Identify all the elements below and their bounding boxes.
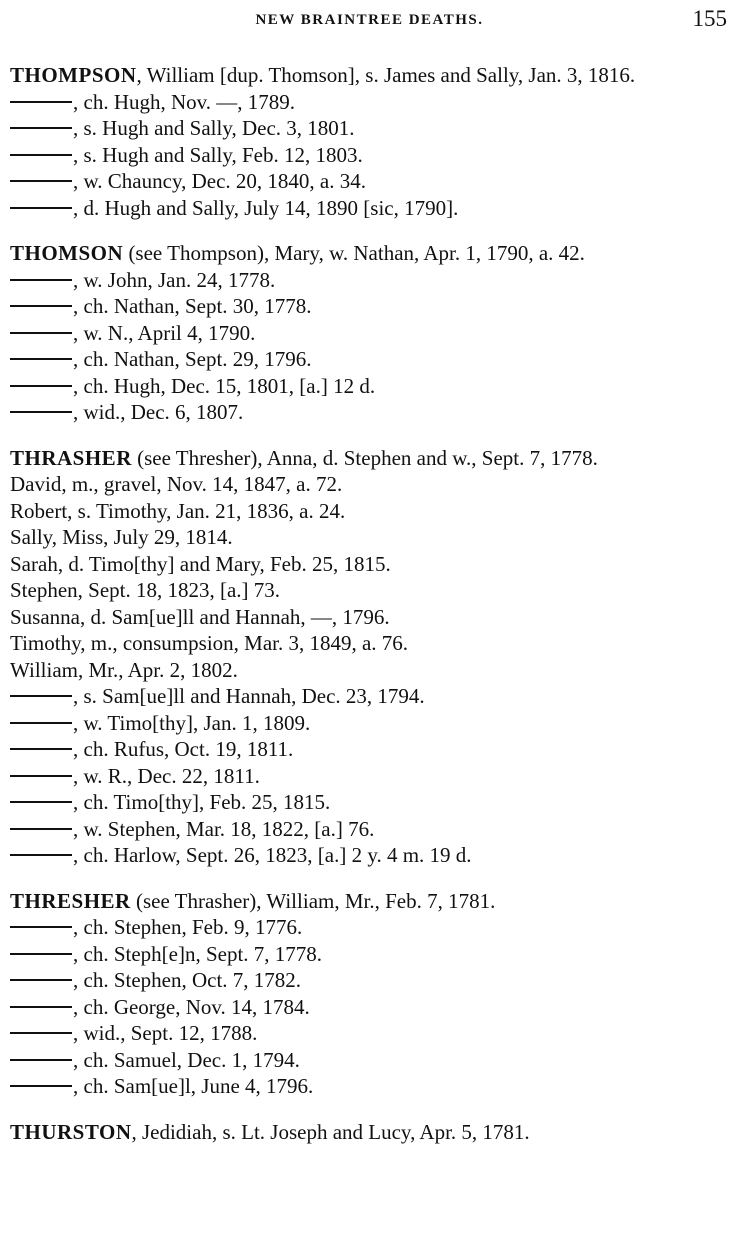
record-line bbox=[10, 445, 729, 472]
record-line bbox=[10, 399, 729, 426]
surname-heading: THRESHER bbox=[10, 888, 131, 913]
record-line bbox=[10, 842, 729, 869]
record-text: , wid., Dec. 6, 1807. bbox=[73, 400, 244, 424]
record-line bbox=[10, 914, 729, 941]
ditto-dash bbox=[10, 926, 72, 928]
ditto-dash bbox=[10, 207, 72, 209]
record-line bbox=[10, 657, 729, 684]
record-line bbox=[10, 888, 729, 915]
record-line bbox=[10, 710, 729, 737]
record-line bbox=[10, 1047, 729, 1074]
record-line bbox=[10, 763, 729, 790]
record-text: , d. Hugh and Sally, July 14, 1890 [sic, 1790]. bbox=[73, 195, 459, 220]
record-line bbox=[10, 1119, 729, 1146]
record-line bbox=[10, 89, 729, 116]
record-line bbox=[10, 195, 729, 222]
record-line bbox=[10, 604, 729, 631]
ditto-dash bbox=[10, 1085, 72, 1087]
record-line bbox=[10, 683, 729, 710]
record-text: , ch. Harlow, Sept. 26, 1823, [a.] 2 y. 4 m. 19 d. bbox=[73, 843, 472, 867]
record-text: , ch. Steph[e]n, Sept. 7, 1778. bbox=[73, 941, 323, 966]
record-line bbox=[10, 630, 729, 657]
record-text: Sarah, d. Timo[thy] and Mary, Feb. 25, 1815. bbox=[10, 551, 391, 576]
surname-section-thurston bbox=[10, 1119, 729, 1146]
record-line bbox=[10, 498, 729, 525]
surname-heading: THURSTON bbox=[10, 1119, 132, 1144]
page-number: 155 bbox=[692, 6, 727, 31]
ditto-dash bbox=[10, 101, 72, 103]
record-text: , w. R., Dec. 22, 1811. bbox=[73, 763, 260, 788]
record-text: , ch. Nathan, Sept. 29, 1796. bbox=[73, 347, 312, 371]
surname-heading: THRASHER bbox=[10, 445, 132, 470]
record-line bbox=[10, 471, 729, 498]
surname-section-thresher bbox=[10, 888, 729, 1100]
record-line bbox=[10, 816, 729, 843]
record-text: David, m., gravel, Nov. 14, 1847, a. 72. bbox=[10, 472, 343, 496]
record-line bbox=[10, 789, 729, 816]
ditto-dash bbox=[10, 1059, 72, 1061]
record-text: Sally, Miss, July 29, 1814. bbox=[10, 525, 233, 549]
record-text: (see Thompson), Mary, w. Nathan, Apr. 1, 1790, a. 42. bbox=[123, 241, 585, 265]
record-text: , s. Sam[ue]ll and Hannah, Dec. 23, 1794. bbox=[73, 684, 425, 708]
page-header bbox=[10, 6, 729, 40]
ditto-dash bbox=[10, 1006, 72, 1008]
ditto-dash bbox=[10, 953, 72, 955]
ditto-dash bbox=[10, 854, 72, 856]
ditto-dash bbox=[10, 979, 72, 981]
record-line bbox=[10, 577, 729, 604]
ditto-dash bbox=[10, 358, 72, 360]
ditto-dash bbox=[10, 332, 72, 334]
record-line bbox=[10, 524, 729, 551]
record-line bbox=[10, 1073, 729, 1100]
record-text: (see Thresher), Anna, d. Stephen and w., Sept. 7, 1778. bbox=[131, 445, 598, 470]
record-text: , ch. Timo[thy], Feb. 25, 1815. bbox=[73, 790, 331, 814]
ditto-dash bbox=[10, 305, 72, 307]
record-line bbox=[10, 142, 729, 169]
record-line bbox=[10, 62, 729, 89]
record-text: , w. N., April 4, 1790. bbox=[73, 320, 256, 345]
record-text: , ch. Hugh, Dec. 15, 1801, [a.] 12 d. bbox=[73, 373, 376, 398]
record-text: Timothy, m., consumpsion, Mar. 3, 1849, a. 76. bbox=[10, 631, 409, 655]
record-line bbox=[10, 1020, 729, 1047]
record-line bbox=[10, 941, 729, 968]
record-text: , w. Timo[thy], Jan. 1, 1809. bbox=[73, 710, 311, 735]
ditto-dash bbox=[10, 695, 72, 697]
record-line bbox=[10, 346, 729, 373]
record-text: Susanna, d. Sam[ue]ll and Hannah, —, 1796. bbox=[10, 604, 390, 629]
record-text: , ch. Samuel, Dec. 1, 1794. bbox=[73, 1047, 300, 1072]
record-line bbox=[10, 736, 729, 763]
record-text: Stephen, Sept. 18, 1823, [a.] 73. bbox=[10, 578, 281, 602]
ditto-dash bbox=[10, 154, 72, 156]
ditto-dash bbox=[10, 775, 72, 777]
surname-section-thompson bbox=[10, 62, 729, 221]
record-text: , w. Chauncy, Dec. 20, 1840, a. 34. bbox=[73, 169, 366, 193]
record-text: (see Thrasher), William, Mr., Feb. 7, 1781. bbox=[130, 888, 496, 913]
surname-section-thrasher bbox=[10, 445, 729, 869]
record-text: , wid., Sept. 12, 1788. bbox=[73, 1021, 258, 1045]
record-line bbox=[10, 293, 729, 320]
ditto-dash bbox=[10, 1032, 72, 1034]
ditto-dash bbox=[10, 127, 72, 129]
record-text: , ch. Nathan, Sept. 30, 1778. bbox=[73, 294, 312, 318]
record-text: William, Mr., Apr. 2, 1802. bbox=[10, 657, 238, 682]
surname-section-thomson bbox=[10, 240, 729, 426]
ditto-dash bbox=[10, 828, 72, 830]
ditto-dash bbox=[10, 279, 72, 281]
record-line bbox=[10, 551, 729, 578]
ditto-dash bbox=[10, 801, 72, 803]
record-line bbox=[10, 967, 729, 994]
record-text: Robert, s. Timothy, Jan. 21, 1836, a. 24. bbox=[10, 498, 346, 523]
record-text: , ch. Sam[ue]l, June 4, 1796. bbox=[73, 1074, 314, 1098]
running-head: NEW BRAINTREE DEATHS. bbox=[255, 12, 484, 28]
record-line bbox=[10, 320, 729, 347]
record-text: , Jedidiah, s. Lt. Joseph and Lucy, Apr. 5, 1781. bbox=[131, 1119, 530, 1144]
ditto-dash bbox=[10, 180, 72, 182]
surname-heading: THOMSON bbox=[10, 241, 124, 265]
record-text: , ch. Stephen, Feb. 9, 1776. bbox=[73, 915, 303, 939]
record-text: , ch. Rufus, Oct. 19, 1811. bbox=[73, 737, 294, 761]
record-text: , ch. Hugh, Nov. —, 1789. bbox=[73, 89, 296, 114]
death-records bbox=[10, 62, 729, 1164]
record-line bbox=[10, 994, 729, 1021]
record-text: , ch. George, Nov. 14, 1784. bbox=[73, 994, 310, 1019]
record-text: , s. Hugh and Sally, Dec. 3, 1801. bbox=[73, 116, 355, 140]
record-line bbox=[10, 240, 729, 267]
ditto-dash bbox=[10, 748, 72, 750]
record-text: , s. Hugh and Sally, Feb. 12, 1803. bbox=[73, 142, 363, 167]
record-line bbox=[10, 115, 729, 142]
ditto-dash bbox=[10, 385, 72, 387]
record-text: , w. John, Jan. 24, 1778. bbox=[73, 267, 276, 292]
record-text: , w. Stephen, Mar. 18, 1822, [a.] 76. bbox=[73, 816, 375, 841]
surname-heading: THOMPSON bbox=[10, 63, 137, 87]
record-line bbox=[10, 267, 729, 294]
ditto-dash bbox=[10, 411, 72, 413]
record-text: , ch. Stephen, Oct. 7, 1782. bbox=[73, 968, 302, 992]
ditto-dash bbox=[10, 722, 72, 724]
record-line bbox=[10, 168, 729, 195]
record-line bbox=[10, 373, 729, 400]
record-text: , William [dup. Thomson], s. James and Sally, Jan. 3, 1816. bbox=[136, 63, 636, 87]
